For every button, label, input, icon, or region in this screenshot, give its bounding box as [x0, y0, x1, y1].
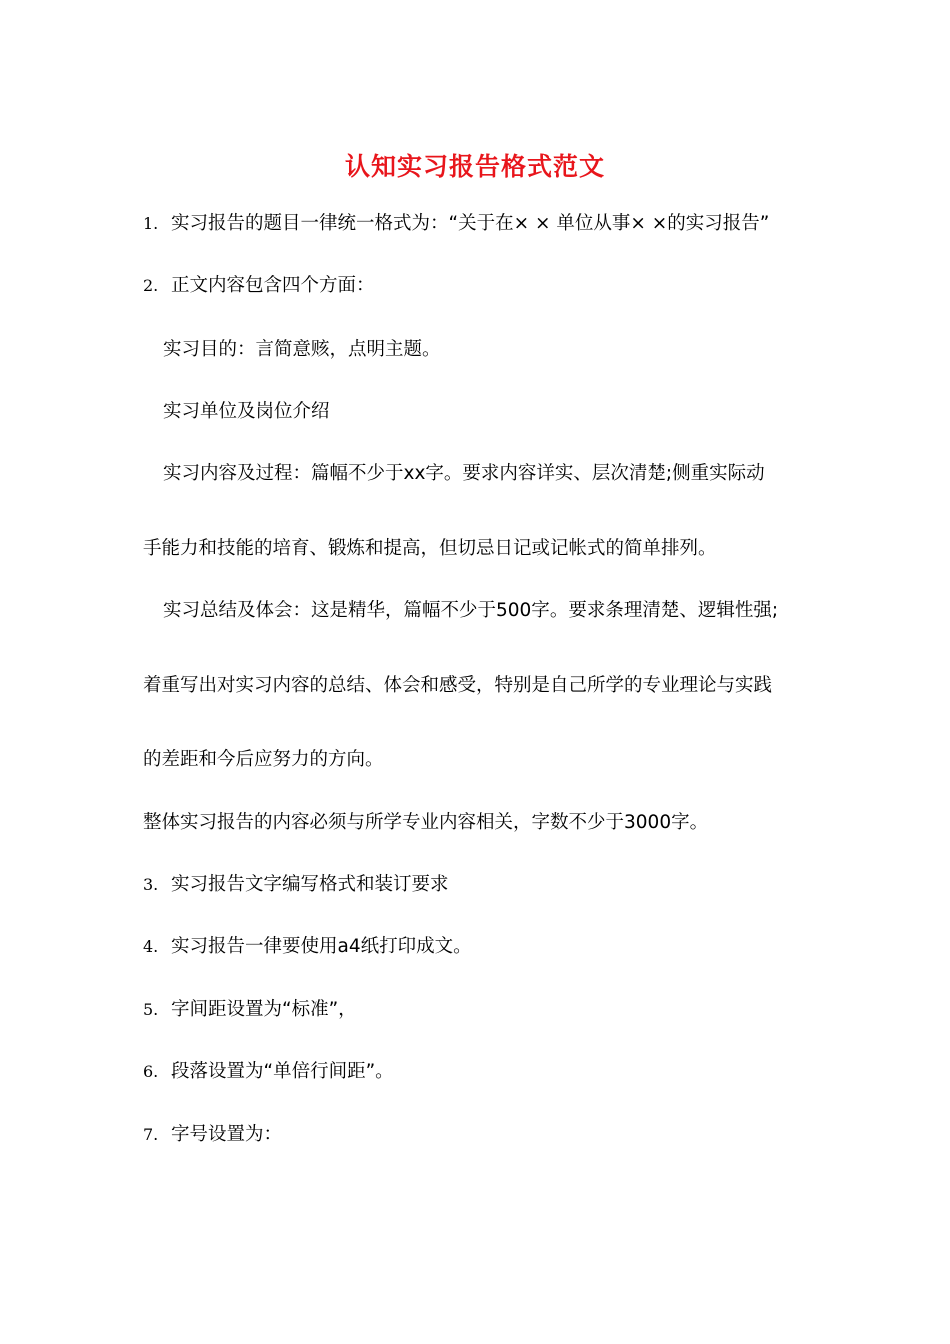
item-number: 5. [143, 1000, 159, 1019]
item-number: 7. [143, 1125, 159, 1144]
paragraph-continuation: 的差距和今后应努力的方向。 [143, 749, 384, 770]
sub-item-summary: 实习总结及体会：这是精华，篇幅不少于500字。要求条理清楚、逻辑性强; [163, 600, 779, 621]
item-number: 1. [143, 214, 159, 233]
item-text: 段落设置为“单倍行间距”。 [171, 1061, 394, 1082]
paragraph-continuation: 手能力和技能的培育、锻炼和提高，但切忌日记或记帐式的简单排列。 [143, 538, 717, 559]
item-number: 3. [143, 875, 159, 894]
list-item-2 [143, 273, 375, 299]
list-item-4 [143, 934, 472, 960]
item-number: 6. [143, 1062, 159, 1081]
item-text: 实习报告一律要使用a4纸打印成文。 [171, 936, 472, 957]
item-number: 4. [143, 937, 159, 956]
paragraph-continuation: 着重写出对实习内容的总结、体会和感受，特别是自己所学的专业理论与实践 [143, 675, 773, 696]
document-title: 认知实习报告格式范文 [344, 152, 605, 181]
list-item-7 [143, 1122, 282, 1148]
item-text: 正文内容包含四个方面： [171, 275, 375, 296]
list-item-3 [143, 872, 449, 898]
sub-item-purpose: 实习目的：言简意赅，点明主题。 [163, 339, 441, 360]
item-text: 实习报告的题目一律统一格式为：“关于在× × 单位从事× ×的实习报告” [171, 213, 770, 234]
item-text: 实习报告文字编写格式和装订要求 [171, 874, 449, 895]
item-text: 字间距设置为“标准”， [171, 999, 357, 1020]
sub-item-unit-intro: 实习单位及岗位介绍 [163, 401, 330, 422]
item-text: 字号设置为： [171, 1124, 283, 1145]
list-item-6 [143, 1059, 394, 1085]
list-item-5 [143, 997, 357, 1023]
sub-item-content-process: 实习内容及过程：篇幅不少于xx字。要求内容详实、层次清楚;侧重实际动 [163, 463, 765, 484]
item-number: 2. [143, 276, 159, 295]
list-item-1 [143, 211, 769, 237]
paragraph-overall-requirement: 整体实习报告的内容必须与所学专业内容相关，字数不少于3000字。 [143, 812, 709, 833]
